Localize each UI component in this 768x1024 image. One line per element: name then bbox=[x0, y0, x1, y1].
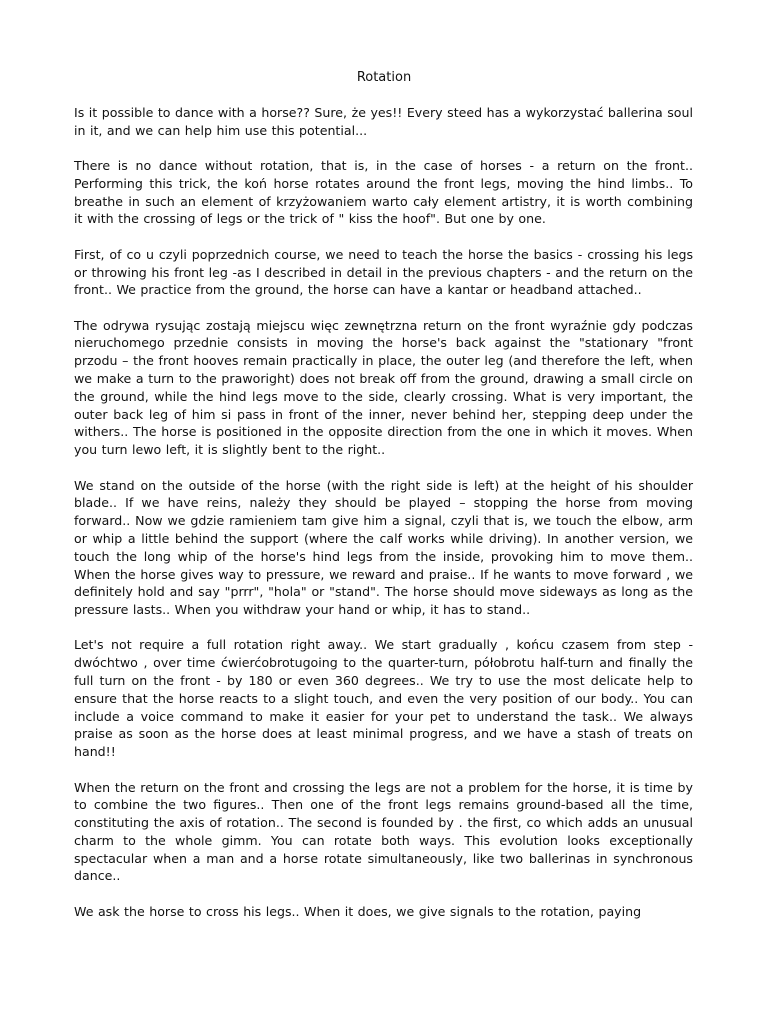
paragraph: Is it possible to dance with a horse?? Sure, że yes!! Every steed has a wykorzystać ballerina soul in it, and we can help him use this potential... bbox=[74, 105, 693, 138]
document-body bbox=[74, 104, 693, 938]
paragraph: We stand on the outside of the horse (with the right side is left) at the height of his shoulder blade.. If we have reins, należy they should be played – stopping the horse from moving forward.. Now we gdzie ramieniem tam give him a signal, czyli that is, we touch the elbow, arm or whip a little behind the support (where the calf works while driving). In another version, we touch the long whip of the horse's hind legs from the inside, provoking him to move them.. When the horse gives way to pressure, we reward and praise.. If he wants to move forward , we definitely hold and say "prrr", "hola" or "stand". The horse should move sideways as long as the pressure lasts.. When you withdraw your hand or whip, it has to stand.. bbox=[74, 477, 693, 618]
paragraph: Let's not require a full rotation right away.. We start gradually , końcu czasem from step - dwóchtwo , over time ćwierćobrotugoing to the quarter-turn, półobrotu half-turn and finally the full turn on the front - by 180 or even 360 degrees.. We try to use the most delicate help to ensure that the horse reacts to a slight touch, and even the very position of our body.. You can include a voice command to make it easier for your pet to understand the task.. We always praise as soon as the horse does at least minimal progress, and we have a stash of treats on hand!! bbox=[74, 637, 693, 760]
paragraph: There is no dance without rotation, that is, in the case of horses - a return on the front.. Performing this trick, the koń horse rotates around the front legs, moving the hind limbs.. To breathe in such an element of krzyżowaniem warto cały element artistry, it is worth combining it with the crossing of legs or the trick of " kiss the hoof". But one by one. bbox=[74, 158, 693, 227]
document-title: Rotation bbox=[356, 70, 412, 85]
paragraph: The odrywa rysując zostają miejscu więc zewnętrzna return on the front wyraźnie gdy podczas nieruchomego przednie consists in moving the horse's back against the "stationary "front przodu – the front hooves remain practically in place, the outer leg (and therefore the left, when we make a turn to the praworight) does not break off from the ground, drawing a small circle on the ground, while the hind legs move to the side, clearly crossing. What is very important, the outer back leg of him si pass in front of the inner, never behind her, stepping deep under the withers.. The horse is positioned in the opposite direction from the one in which it moves. When you turn lewo left, it is slightly bent to the right.. bbox=[74, 317, 693, 458]
paragraph: When the return on the front and crossing the legs are not a problem for the horse, it is time by to combine the two figures.. Then one of the front legs remains ground-based all the time, constituting the axis of rotation.. The second is founded by . the first, co which adds an unusual charm to the whole gimm. You can rotate both ways. This evolution looks exceptionally spectacular when a man and a horse rotate simultaneously, like two ballerinas in synchronous dance.. bbox=[74, 779, 693, 884]
paragraph: First, of co u czyli poprzednich course, we need to teach the horse the basics - crossing his legs or throwing his front leg -as I described in detail in the previous chapters - and the return on the front.. We practice from the ground, the horse can have a kantar or headband attached.. bbox=[74, 246, 693, 298]
paragraph: We ask the horse to cross his legs.. When it does, we give signals to the rotation, paying bbox=[74, 903, 642, 919]
